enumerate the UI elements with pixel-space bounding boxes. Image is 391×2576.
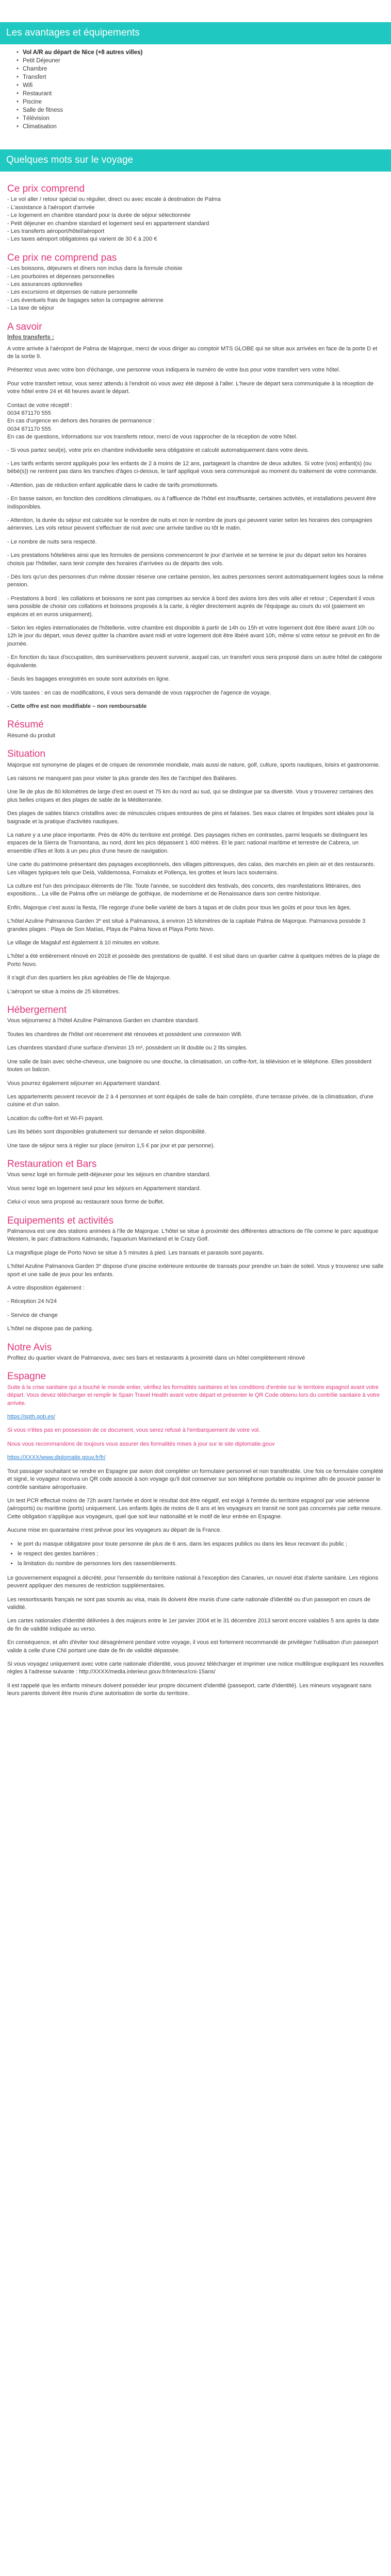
advantage-item [7,48,384,57]
advantage-label: Wifi [23,82,33,89]
text-line: - Petit déjeuner en chambre standard et logement seul en appartement standard [7,220,209,227]
know-title: A savoir [7,321,42,332]
spain-warning: Suite à la crise sanitaire qui a touché le monde entier, vérifiez les formalités sanitaires et les conditions d'entrée sur le territoire espagnol avant votre départ. Vous devez télécharger et remplir le Spain Travel Health avant votre départ et présenter le QR Code obtenu lors du contrôle sanitaire à votre arrivée. [7,1384,380,1406]
text-line: A votre arrivée à l'aéroport de Palma de Majorque, merci de vous diriger au comptoir MTS GLOBE qui se situe aux arrivées en face de la porte D et de la sortie 9. [7,345,378,360]
text-line: L'hôtel Azuline Palmanova Garden 3* est situé à Palmanova, à environ 15 kilomètres de la capitale Palma de Majorque. Palmanova possède 3 grandes plages : Playa de Son Matías, Playa de Palma Nova et Playa Porto Novo. [7,918,366,933]
text-line: • le port du masque obligatoire pour toute personne de plus de 6 ans, dans les espaces publics ou dans les lieux recevant du public ; [18,1540,384,1548]
advantage-label: Restaurant [23,91,52,97]
spain-health-link[interactable]: https://spth.gob.es/ [7,1414,55,1420]
advantage-label: Salle de fitness [23,107,63,113]
text-line: - Si vous partez seul(e), votre prix en chambre individuelle sera obligatoire et calculé automatiquement dans votre devis. [7,447,309,453]
text-line: A votre disposition également : [7,1285,85,1291]
text-line: Les cartes nationales d'identité délivrées à des majeurs entre le 1er janvier 2004 et le 31 décembre 2013 seront encore valables 5 ans après la date de fin de validité indiquée au verso. [7,1618,379,1632]
text-line: Location du coffre-fort et Wi-Fi payant. [7,1115,104,1122]
advantage-label: Télévision [23,115,50,122]
text-line: - Les prestations hôtelières ainsi que les formules de pensions commenceront le jour d'arrivée et se termine le jour du départ selon les horaires choisis par l'hôtelier, sans tenir compte des horaires d'arrivées ou de départs des vols. [7,552,367,567]
trip-banner: Quelques mots sur le voyage [0,149,391,172]
text-line: Vous séjournerez à l'hôtel Azuline Palmanova Garden en chambre standard. [7,1018,200,1024]
text-line: - Vols taxées : en cas de modifications, il vous sera demandé de vous rapprocher de l'agence de voyage. [7,689,271,696]
includes-title: Ce prix comprend [7,183,85,194]
text-line: Palmanova est une des stations animées à l'île de Majorque. L'hôtel se situe à proximité des différentes attractions de l'île comme le parc aquatique Western, le parc d'attractions Katmandu, l'aquarium Marineland et le Crazy Golf. [7,1228,379,1243]
advantage-label: Piscine [23,99,42,105]
equipment-list [7,1298,384,1333]
text-line: - Attention, pas de réduction enfant applicable dans le cadre de tarifs promotionnels. [7,482,219,488]
text-line: Celui-ci vous sera proposé au restaurant sous forme de buffet. [7,1199,165,1206]
advantage-label: Climatisation [23,124,57,130]
trip-content [0,172,391,1698]
text-line: Les chambres standard d'une surface d'environ 15 m², possèdent un lit double ou 2 lits simples. [7,1045,248,1052]
text-line: - Les tarifs enfants seront appliqués pour les enfants de 2 à moins de 12 ans, partageant la chambre de deux adultes. Si votre (vos) enfant(s) (ou bébé(s)) ne rentrent pas dans les tranches d'âges ci-dessus, le tarif appliqué vous sera communiqué au moment du traitement de votre commande. [7,460,378,475]
text-line: En cas d'urgence en dehors des horaires de permanence : [7,418,155,425]
text-line: Les appartements peuvent recevoir de 2 à 4 personnes et sont équipés de salle de bain complète, d'une terrasse privée, de la climatisation, d'une cuisine et d'un salon. [7,1093,373,1108]
text-line: Un test PCR effectué moins de 72h avant l'arrivée et dont le résultat doit être négatif, est exigé à l'entrée du territoire espagnol par voie aérienne (aéroports) ou maritime (ports) uniquement. Les enfants âgés de moins de 6 ans et les voyageurs en transit ne sont pas concernés par cette mesure. Cette obligation s'applique aux voyageurs, quel que soit leur nationalité et le motif de leur entrée en Espagne. [7,1497,382,1520]
text-line: Des plages de sables blancs cristallins avec de minuscules criques entourées de pins et falaises. Ses eaux claires et limpides sont idéales pour la baignade et la pratique d'activités nautiques. [7,810,374,825]
advantage-item [7,73,384,81]
lodging-paragraphs [7,1017,384,1149]
spain-bullets [7,1540,384,1568]
text-line: - Les taxes aéroport obligatoires qui varient de 30 € à 200 € [7,236,157,243]
restaurant-paragraphs [7,1171,384,1206]
spain-advice: Nous vous recommandons de toujours vous assurer des formalités mises à jour sur le site diplomatie.gouv [7,1440,275,1447]
text-line: 0034 871170 555 [7,426,51,432]
text-line: Les ressortissants français ne sont pas soumis au visa, mais ils doivent être munis d'une carte nationale d'identité ou d'un passeport en cours de validité. [7,1596,370,1611]
advantage-label: Vol A/R au départ de Nice (+8 autres villes) [23,49,143,56]
text-line: - Les excursions et dépenses de nature personnelle [7,289,138,296]
text-line: L'hôtel a été entièrement rénové en 2018 et possède des prestations de qualité. Il est situé dans un quartier calme à quelques mètres de la plage de Porto Novo. [7,953,380,968]
spain-paragraphs [7,1468,384,1535]
know-subtitle: Infos transferts : [7,334,54,341]
location-paragraphs [7,761,384,912]
text-line: Les raisons ne manquent pas pour visiter la plus grande des îles de l'archipel des Baléares. [7,775,238,782]
bullet-icon: • [16,66,19,72]
text-line: - Le vol aller / retour spécial ou régulier, direct ou avec escale à destination de Palma [7,196,221,203]
bullet-icon: • [16,58,19,64]
text-line: - Selon les règles internationales de l'hôtellerie, votre chambre est disponible à partir de 14h ou 15h et votre logement doit être libéré avant 10h ou 12h le jour du départ, vous devez quitter la chambre avant midi et votre logement doit être libéré avant 10h, même si votre retour se prévoit en fin de journée. [7,625,380,647]
text-line: Une taxe de séjour sera à régler sur place (environ 1,5 € par jour et par personne). [7,1142,215,1149]
location-title: Situation [7,749,45,760]
conditions-list [7,447,384,697]
text-line: La culture est l'un des principaux éléments de l'île. Toute l'année, se succèdent des festivals, des concerts, des manifestations littéraires, des expositions... La ville de Palma offre un mélange de gothique, de modernisme et de Renaissance dans son centre historique. [7,883,361,897]
text-line: Les lits bébés sont disponibles gratuitement sur demande et selon disponibilité. [7,1129,206,1136]
text-line: - Service de change [7,1312,58,1318]
text-line: Aucune mise en quarantaine n'est prévue pour les voyageurs au départ de la France. [7,1527,222,1534]
spain-title: Espagne [7,1371,46,1382]
text-line: - Le nombre de nuits sera respecté. [7,538,97,545]
advantage-item [7,90,384,98]
text-line: - Le logement en chambre standard pour la durée de séjour sélectionnée [7,212,191,219]
spain-closing [7,1574,384,1698]
advantages-banner: Les avantages et équipements [0,22,391,44]
text-line: L'hôtel ne dispose pas de parking. [7,1326,93,1332]
text-line: Le gouvernement espagnol a décrété, pour l'ensemble du territoire national à l'exception des Canaries, un nouvel état d'alerte sanitaire. Les régions peuvent appliquer des mesures de restriction supplémentaires. [7,1574,379,1589]
text-line: Une île de plus de 80 kilomètres de large d'est en ouest et 75 km du nord au sud, qui se distingue par sa diversité. Vous y trouverez certaines des plus belles criques et des plages de sable de la Méditerranée. [7,789,373,803]
not-modifiable-note: - Cette offre est non modifiable – non remboursable [7,703,147,709]
text-line: - En basse saison, en fonction des conditions climatiques, ou à l'affluence de l'hôtel est insuffisante, certaines activités, et installations peuvent être indisponibles. [7,496,376,510]
text-line: - Prestations à bord : les collations et boissons ne sont pas comprises au service à bord des avions lors des vols aller et retour ; Cependant il vous sera possible de choisir ces collations et boissons proposés à la carte, à régler directement auprès de l'équipage au cours du vol (paiement en espèces et en euros uniquement). [7,595,375,618]
text-line: - Les assurances optionnelles [7,281,83,288]
text-line: Une salle de bain avec sèche-cheveux, une baignoire ou une douche, la climatisation, un coffre-fort, la télévision et le téléphone. Elles possèdent toutes un balcon. [7,1058,372,1073]
text-line: - Les éventuels frais de bagages selon la compagnie aérienne [7,297,164,303]
hotel-paragraphs [7,918,384,996]
opinion-text: Profitez du quartier vivant de Palmanova, avec ses bars et restaurants à proximité dans un hôtel complètement rénové [7,1355,305,1362]
advantage-label: Chambre [23,66,47,72]
text-line: - Les transferts aéroport/hôtel/aéroport [7,228,105,235]
bullet-icon: • [16,107,19,113]
text-line: • le respect des gestes barrières ; [18,1550,384,1558]
spain-note: Si vous n'êtes pas en possession de ce document, vous serez refusé à l'embarquement de votre vol. [7,1427,260,1434]
summary-text: Résumé du produit [7,732,55,739]
bullet-icon: • [16,99,19,105]
text-line: En cas de questions, informations sur vos transferts retour, merci de vous rapprocher de la réception de votre hôtel. [7,434,298,440]
text-line: 0034 871170 555 [7,410,51,416]
advantage-item [7,81,384,90]
contact-lines [7,402,384,442]
advantages-list [0,44,391,135]
text-line: - L'assistance à l'aéroport d'arrivée [7,204,95,211]
advantage-label: Petit Déjeuner [23,58,60,64]
includes-list [7,196,384,243]
text-line: - Dès lors qu'un des personnes d'un même dossier réserve une certaine pension, les autres personnes seront automatiquement logées sous la même pension. [7,574,384,588]
text-line: Si vous voyagez uniquement avec votre carte nationale d'identité, vous pouvez télécharger et imprimer une notice multilingue expliquant les nouvelles règles à l'adresse suivante : http://XXXX/media.interieur.gouv.fr/interieur/cni-15ans/ [7,1661,384,1675]
text-line: Une carte du patrimoine présentant des paysages exceptionnels, des villages pittoresques, des calas, des marchés en plein air et des restaurants. Les villages typiques tels que Deià, Valldemossa, Fornalutx et Pollença, les grottes et leurs lacs souterrains. [7,861,375,876]
text-line: La magnifique plage de Porto Novo se situe à 5 minutes à pied. Les transats et parasols sont payants. [7,1249,264,1256]
excludes-list [7,265,384,312]
text-line: Il est rappelé que les enfants mineurs doivent posséder leur propre document d'identité (passeport, carte d'identité). Les mineurs voyageant sans leurs parents doivent être munis d'une autorisation de sortie du territoire. [7,1682,372,1697]
text-line: Le village de Magaluf est également à 10 minutes en voiture. [7,940,160,946]
text-line: Présentez vous avec votre bon d'échange, une personne vous indiquera le numéro de votre bus pour votre transfert vers votre hôtel. [7,367,340,374]
spain-diplomatie-link[interactable]: https://XXXX/www.diplomatie.gouv.fr/fr/ [7,1454,106,1461]
text-line: En conséquence, et afin d'éviter tout désagrément pendant votre voyage, il vous est fortement recommandé de privilégier l'utilisation d'un passeport valide à celle d'une CNI portant une date de fin de validité dépassée. [7,1639,379,1654]
know-paragraphs [7,345,384,396]
text-line: Tout passager souhaitant se rendre en Espagne par avion doit compléter un formulaire personnel et non transférable. Une fois ce formulaire complété et signé, le voyageur recevra un QR code associé à son voyage qu'il doit conserver sur son téléphone portable ou imprimer afin de pouvoir passer le contrôle sanitaire aéroportuaire. [7,1468,383,1490]
text-line: Vous serez logé en formule petit-déjeuner pour les séjours en chambre standard. [7,1172,211,1178]
advantage-item [7,114,384,123]
advantage-item [7,123,384,131]
text-line: • la limitation du nombre de personnes lors des rassemblements. [18,1560,384,1568]
text-line: - En fonction du taux d'occupation, des surréservations peuvent survenir, auquel cas, un transfert vous sera proposé dans un autre hôtel de catégorie équivalente. [7,654,382,669]
text-line: - Réception 24 h/24 [7,1298,57,1305]
summary-title: Résumé [7,719,44,731]
lodging-title: Hébergement [7,1005,67,1016]
advantage-item [7,57,384,65]
bullet-icon: • [16,124,19,130]
text-line: - La taxe de séjour [7,305,55,312]
text-line: - Les boissons, déjeuners et dîners non inclus dans la formule choisie [7,265,183,272]
bullet-icon: • [16,82,19,89]
equipment-paragraphs [7,1228,384,1292]
text-line: Enfin, Majorque c'est aussi la fiesta, l'île regorge d'une belle variété de bars à tapas et de clubs pour tous les goûts et pour tous les âges. [7,904,351,911]
text-line: Majorque est synonyme de plages et de criques de renommée mondiale, mais aussi de nature, golf, culture, sports nautiques, loisirs et gastronomie. [7,761,380,768]
text-line: Vous pourrez également séjourner en Appartement standard. [7,1080,161,1087]
bullet-icon: • [16,49,19,56]
restaurant-title: Restauration et Bars [7,1158,97,1170]
opinion-title: Notre Avis [7,1342,52,1353]
text-line: L'hôtel Azuline Palmanova Garden 3* dispose d'une piscine extérieure entourée de transats pour prendre un bain de soleil. Vous y trouverez une salle sport et une salle de jeux pour les enfants. [7,1263,384,1278]
text-line: Vous serez logé en logement seul pour les séjours en Appartement standard. [7,1185,201,1192]
text-line: Contact de votre réceptif : [7,402,72,409]
text-line: - Seuls les bagages enregistrés en soute sont autorisés en ligne. [7,676,170,683]
advantage-item [7,98,384,106]
text-line: La nature y a une place importante. Près de 40% du territoire est protégé. Des paysages riches en contrastes, parmi lesquels se distinguent les espaces de la Sierra de Tramontana, au nord, dont les pics dépassent 1 400 mètres. Et le parc national maritime et terrestre de Cabrera, un ensemble d'îles et îlots à un peu plus d'une heure de navigation. [7,832,368,854]
bullet-icon: • [16,74,19,80]
text-line: - Les pourboires et dépenses personnelles [7,273,115,280]
bullet-icon: • [16,91,19,97]
excludes-title: Ce prix ne comprend pas [7,252,117,263]
text-line: Il s'agit d'un des quartiers les plus agréables de l'île de Majorque. [7,975,171,981]
equipment-title: Equipements et activités [7,1215,113,1226]
advantage-item [7,106,384,114]
advantage-label: Transfert [23,74,46,80]
text-line: Pour votre transfert retour, vous serez attendu à l'endroit où vous avez été déposé à l'aller. L'heure de départ sera communiquée à la réception de votre hôtel entre 24 et 48 heures avant le départ. [7,380,374,395]
text-line: L'aéroport se situe à moins de 25 kilomètres. [7,988,120,995]
text-line: - Attention, la durée du séjour est calculée sur le nombre de nuits et non le nombre de jours qui peuvent varier selon les horaires des compagnies aériennes. Les vols retour peuvent s'effectuer de nuit avec une arrivée tardive ou tôt le matin. [7,517,372,532]
bullet-icon: • [16,115,19,122]
advantage-item [7,65,384,73]
text-line: Toutes les chambres de l'hôtel ont récemment été rénovées et possèdent une connexion Wifi. [7,1031,242,1038]
